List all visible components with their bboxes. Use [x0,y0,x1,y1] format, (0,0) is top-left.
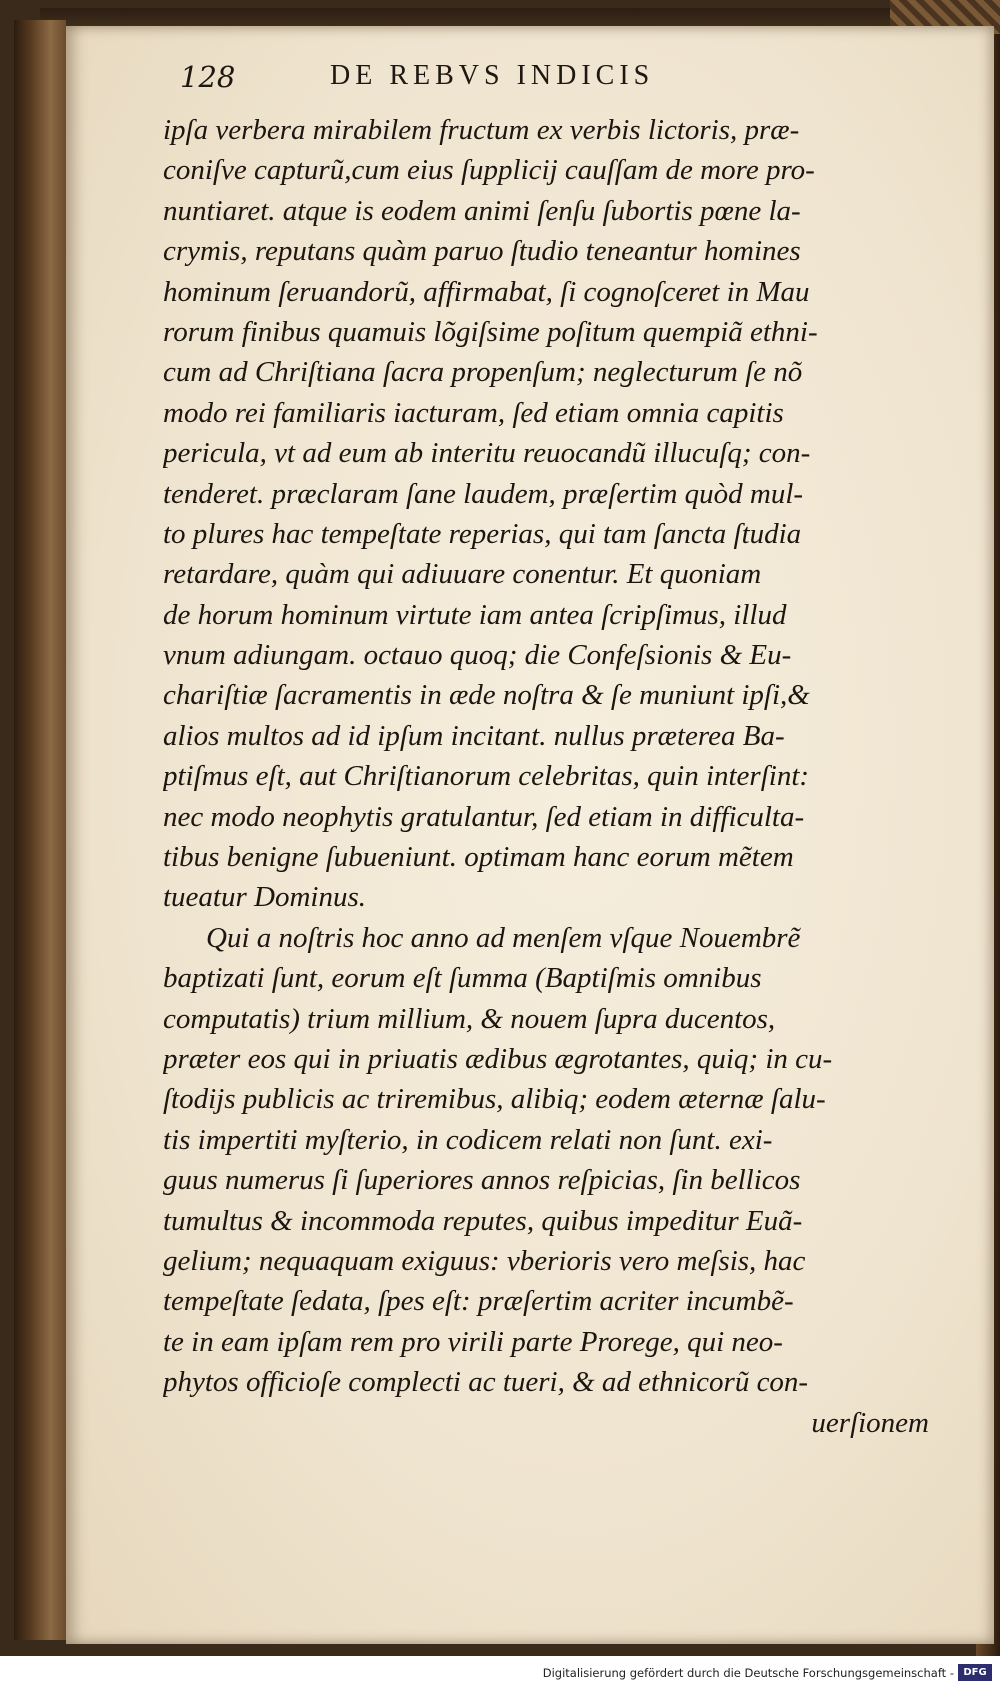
text-line: nec modo neophytis gratulantur, ſed etiam in difficulta- [163,800,805,833]
text-line: vnum adiungam. octauo quoq; die Confeſsionis & Eu- [163,639,792,672]
text-line: modo rei familiaris iacturam, ſed etiam omnia capitis [163,396,784,429]
text-line: coniſve capturũ,cum eius ſupplicij cauſſam de more pro- [163,154,815,187]
running-head: DE REBVS INDICIS [330,60,655,91]
text-line: chariſtiæ ſacramentis in æde noſtra & ſe muniunt ipſi,& [163,679,810,712]
body-text [163,110,963,1443]
text-line: phytos officioſe complecti ac tueri, & ad ethnicorũ con- [163,1366,809,1399]
text-line: tueatur Dominus. [163,881,366,914]
catchword: uerſionem [811,1406,929,1439]
dfg-logo: DFG [958,1664,992,1681]
page-number: 128 [180,60,236,94]
text-line: retardare, quàm qui adiuuare conentur. Et quoniam [163,558,762,591]
text-line: tibus benigne ſubueniunt. optimam hanc eorum mẽtem [163,841,794,874]
text-line: ſtodijs publicis ac triremibus, alibiq; eodem æternæ ſalu- [163,1083,826,1116]
text-line: tempeſtate ſedata, ſpes eſt: præſertim acriter incumbẽ- [163,1285,794,1318]
text-line: to plures hac tempeſtate reperias, qui tam ſancta ſtudia [163,517,802,550]
text-line: baptizati ſunt, eorum eſt ſumma (Baptiſmis omnibus [163,962,762,995]
book-spine-edge [14,20,66,1640]
text-line: guus numerus ſi ſuperiores annos reſpicias, ſin bellicos [163,1164,801,1197]
text-line: crymis, reputans quàm paruo ſtudio teneantur homines [163,235,801,268]
text-line: alios multos ad id ipſum incitant. nullus præterea Ba- [163,719,785,752]
text-line: de horum hominum virtute iam antea ſcripſimus, illud [163,598,787,631]
text-line: pericula, vt ad eum ab interitu reuocandũ illucuſq; con- [163,437,811,470]
text-line: tis impertiti myſterio, in codicem relati non ſunt. exi- [163,1123,773,1156]
text-line: hominum ſeruandorũ, affirmabat, ſi cognoſceret in Mau [163,275,810,308]
text-line: tumultus & incommoda reputes, quibus impeditur Euã- [163,1204,803,1237]
text-line: te in eam ipſam rem pro virili parte Prorege, qui neo- [163,1325,783,1358]
text-line: computatis) trium millium, & nouem ſupra ducentos, [163,1002,776,1035]
digitization-footer [0,1656,1000,1692]
funding-credit: Digitalisierung gefördert durch die Deutsche Forschungsgemeinschaft - [542,1666,954,1680]
text-line: rorum finibus quamuis lõgiſsime poſitum quempiã ethni- [163,315,818,348]
text-line: nuntiaret. atque is eodem animi ſenſu ſubortis pœne la- [163,194,801,227]
text-line: tenderet. præclaram ſane laudem, præſertim quòd mul- [163,477,804,510]
text-line: ipſa verbera mirabilem fructum ex verbis lictoris, præ- [163,114,800,146]
text-line: ptiſmus eſt, aut Chriſtianorum celebritas, quin interſint: [163,760,810,793]
text-line: præter eos qui in priuatis ædibus ægrotantes, quiq; in cu- [163,1042,833,1075]
page-header [180,60,740,104]
text-line: cum ad Chriſtiana ſacra propenſum; neglecturum ſe nõ [163,356,803,389]
text-line: gelium; nequaquam exiguus: vberioris vero meſsis, hac [163,1244,806,1277]
paragraph-first-line: Qui a noſtris hoc anno ad menſem vſque Nouembrẽ [206,921,801,954]
